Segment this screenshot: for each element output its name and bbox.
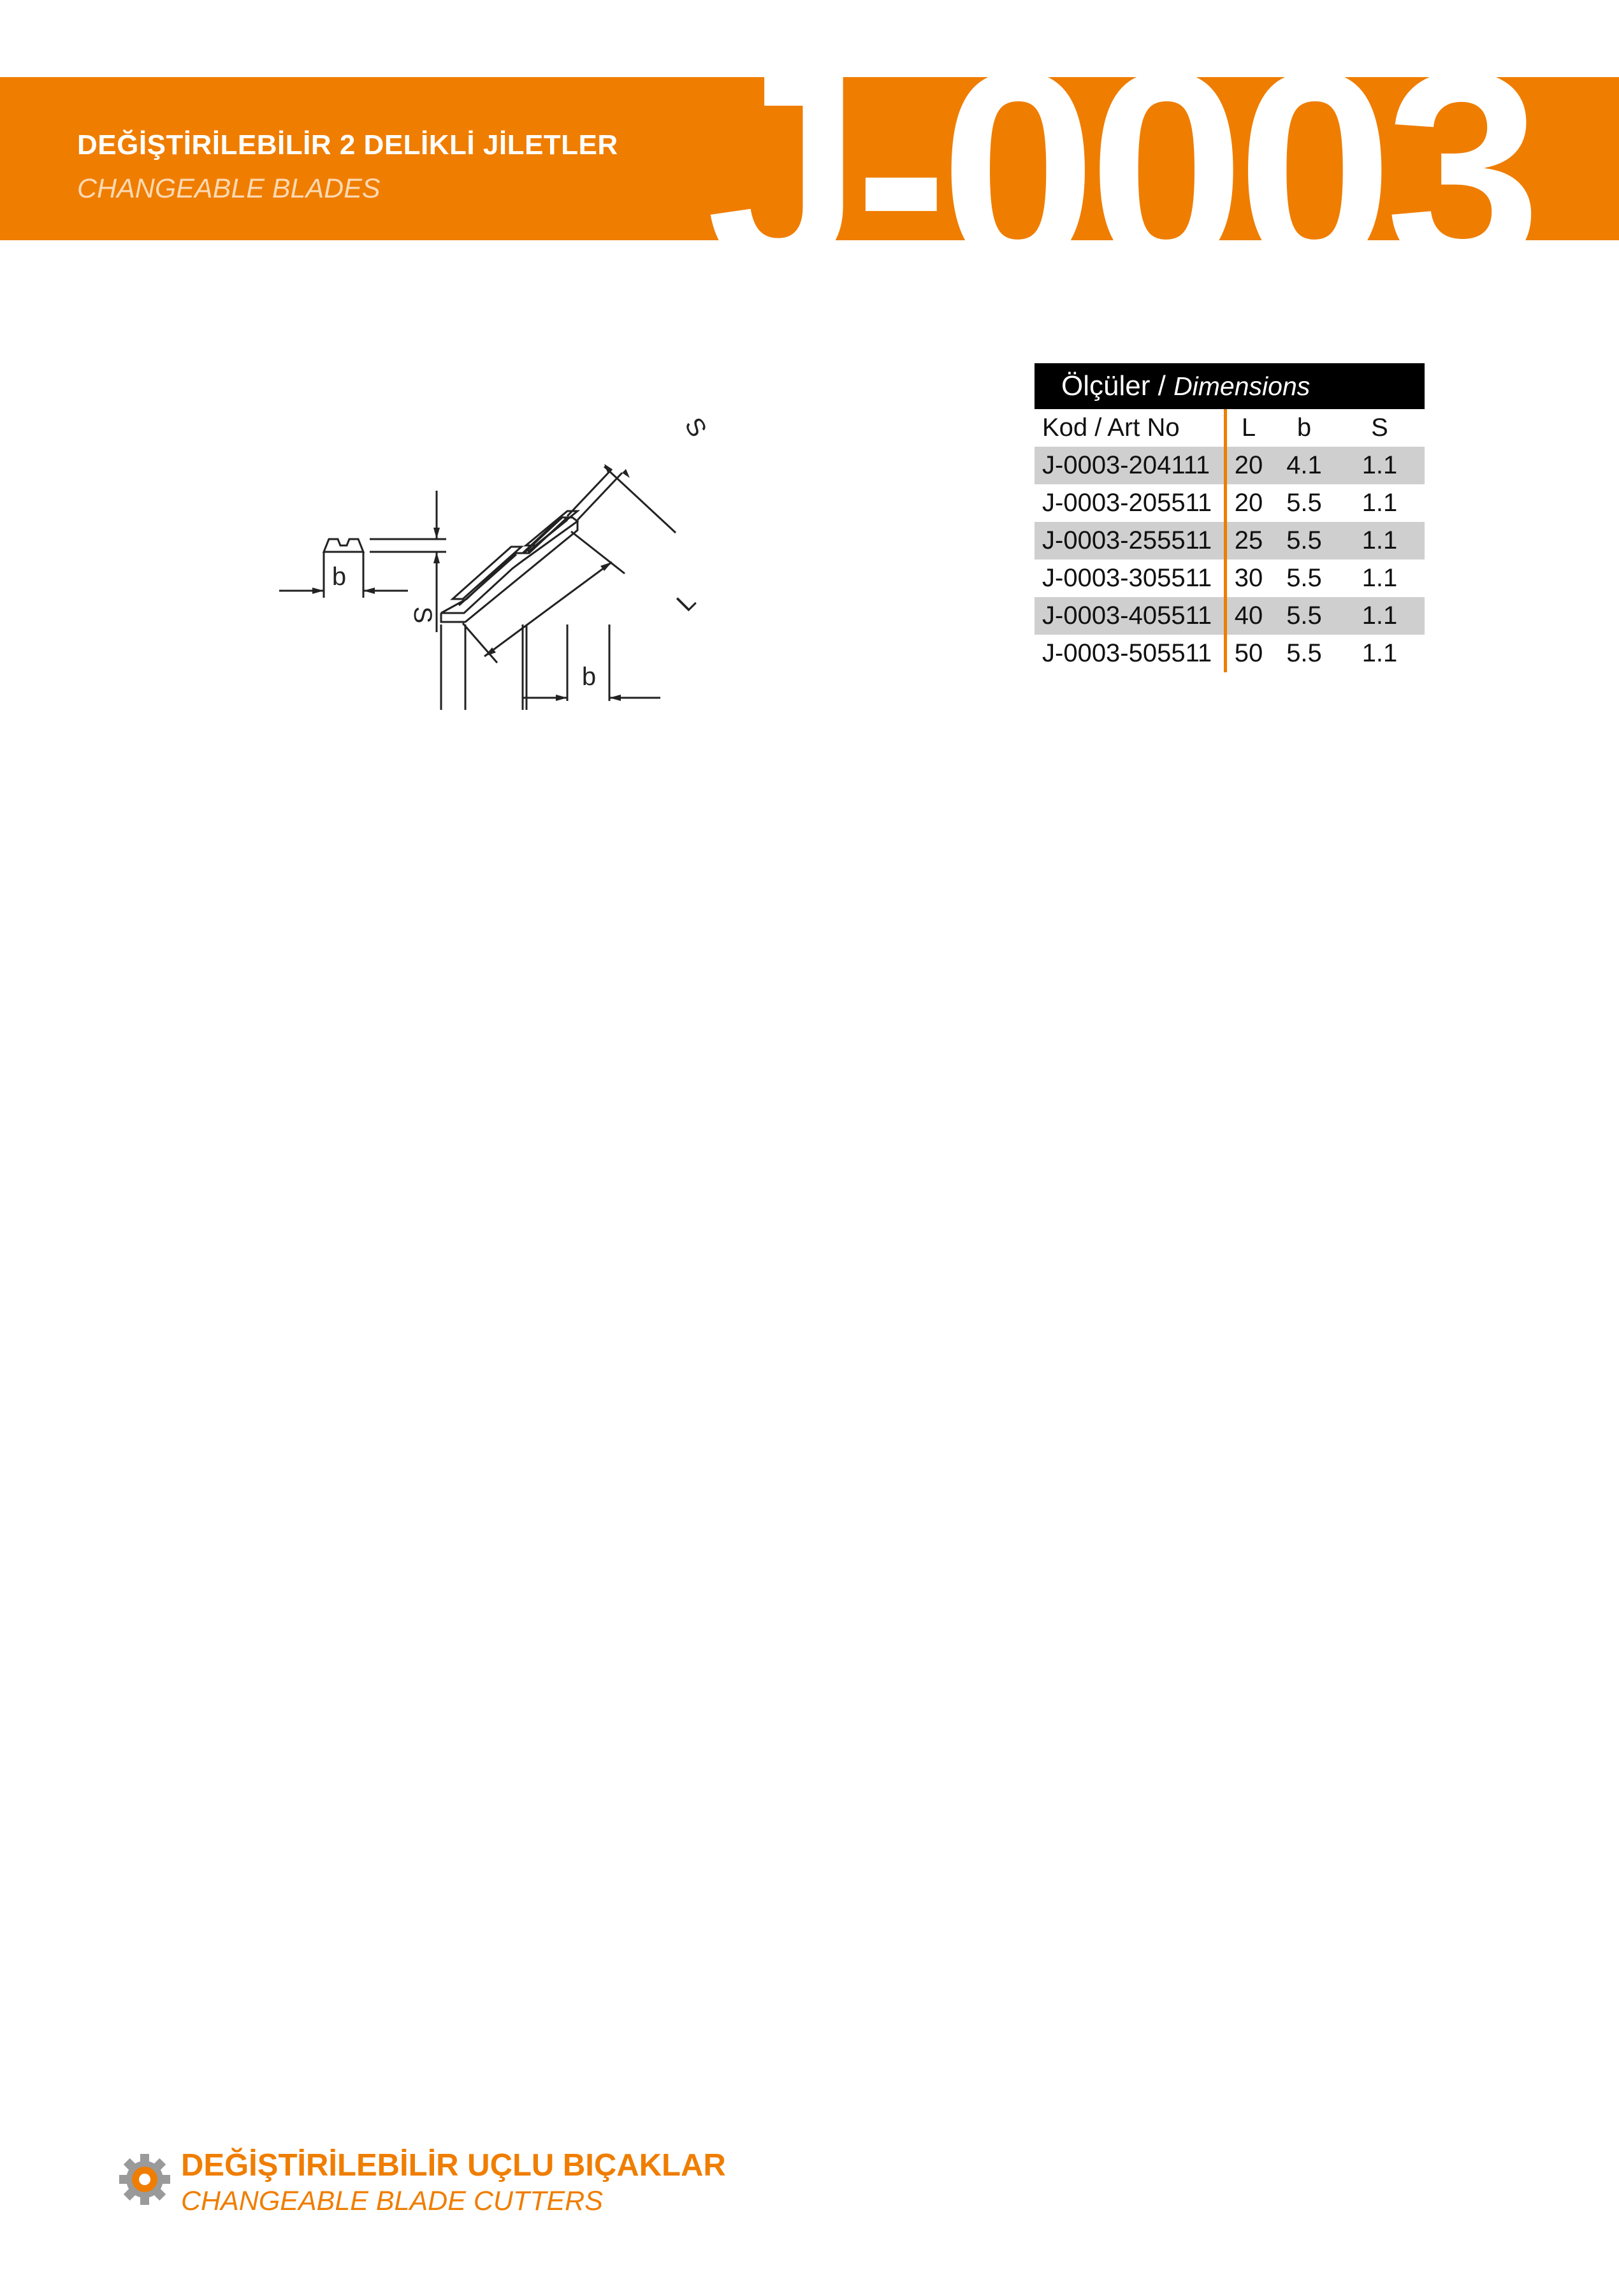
iso-b-label: b [581,663,597,691]
header-title-tr: DEĞİŞTİRİLEBİLİR 2 DELİKLİ JİLETLER [77,129,618,161]
gear-icon [117,2149,178,2207]
cell-s: 1.1 [1361,564,1398,592]
cell-l: 20 [1234,451,1263,479]
front-s-label: S [409,606,437,624]
cell-code: J-0003-205511 [1035,484,1227,522]
cell-b: 5.5 [1286,564,1322,592]
table-title-sep: / [1150,370,1174,401]
cell-b: 5.5 [1286,639,1322,667]
cell-l: 25 [1234,526,1263,554]
table-row [1035,484,1425,522]
footer-title-en: CHANGEABLE BLADE CUTTERS [181,2186,603,2216]
footer-title-tr: DEĞİŞTİRİLEBİLİR UÇLU BIÇAKLAR [181,2148,726,2183]
table-row [1035,635,1425,672]
iso-b-dimension [510,612,676,714]
cell-b: 5.5 [1286,602,1322,630]
table-title-en: Dimensions [1173,372,1310,401]
cell-b: 5.5 [1286,526,1322,554]
dimensions-table-title [1035,363,1425,409]
table-row [1035,522,1425,560]
table-row [1035,447,1425,484]
col-header-s: S [1371,414,1388,442]
cell-code: J-0003-255511 [1035,522,1227,560]
cell-s: 1.1 [1361,489,1398,517]
table-header-row [1035,409,1425,447]
cell-s: 1.1 [1361,639,1398,667]
front-view [279,491,446,632]
cell-l: 30 [1234,564,1263,592]
cell-l: 20 [1234,489,1263,517]
cell-b: 4.1 [1286,451,1322,479]
header-title-en: CHANGEABLE BLADES [77,173,381,204]
col-header-code: Kod / Art No [1035,409,1227,447]
table-title-tr: Ölçüler [1061,370,1151,401]
cell-s: 1.1 [1361,602,1398,630]
table-row [1035,597,1425,635]
cell-l: 50 [1234,639,1263,667]
cell-code: J-0003-305511 [1035,560,1227,597]
front-b-label: b [331,563,347,591]
cell-s: 1.1 [1361,526,1398,554]
cell-s: 1.1 [1361,451,1398,479]
cell-code: J-0003-405511 [1035,597,1227,635]
iso-s-label: S [679,412,712,442]
iso-l-label: L [671,587,702,617]
cell-l: 40 [1234,602,1263,630]
cell-code: J-0003-204111 [1035,447,1227,484]
col-header-b: b [1296,414,1312,442]
product-code: J-0003 [706,14,1534,327]
table-row [1035,560,1425,597]
dimensions-table [1035,363,1425,672]
cell-b: 5.5 [1286,489,1322,517]
cell-code: J-0003-505511 [1035,635,1227,672]
col-header-l: L [1241,414,1256,442]
